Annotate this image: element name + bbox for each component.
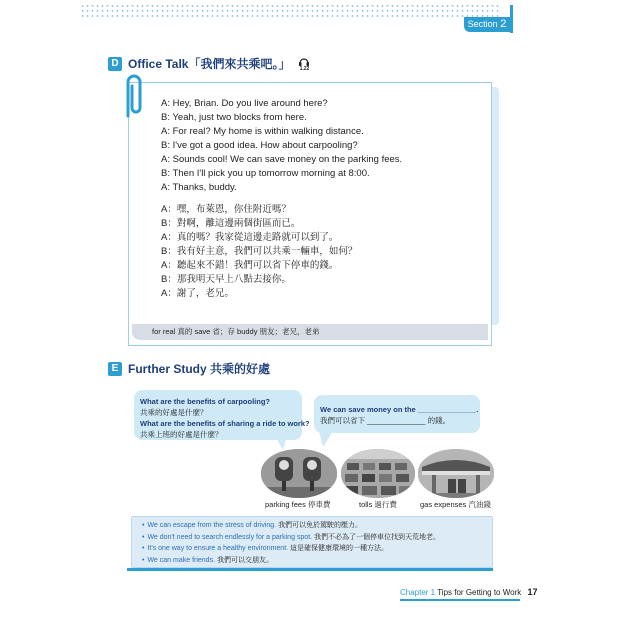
header-corner-bar bbox=[510, 5, 513, 33]
photo-caption: parking fees 停車費 bbox=[265, 500, 331, 509]
page-number: 17 bbox=[527, 587, 538, 597]
dialogue-line: A: Hey, Brian. Do you live around here? bbox=[161, 98, 328, 109]
further-study-heading bbox=[108, 360, 270, 377]
header-dot-rule bbox=[80, 10, 500, 12]
photo-caption: tolls 過行費 bbox=[359, 500, 397, 509]
footer-rule bbox=[400, 599, 520, 601]
section-label: Section bbox=[467, 19, 498, 29]
section-badge-d: D bbox=[108, 57, 122, 71]
footer-chapter-title: Tips for Getting to Work bbox=[437, 588, 522, 597]
benefit-item: • It's one way to ensure a healthy environment. 這是確保健康環境的一種方法。 bbox=[142, 545, 389, 552]
vocab-strip: for real 真的 save 省；存 buddy 朋友；老兄，老弟 bbox=[132, 324, 488, 340]
paperclip-icon bbox=[120, 72, 146, 118]
benefits-box bbox=[131, 516, 493, 568]
section-number: 2 bbox=[500, 18, 507, 30]
dialogue-line-zh: B：對啊，離這邊兩個街區而已。 bbox=[161, 218, 301, 229]
answer-bubble-tail bbox=[319, 431, 333, 447]
dialogue-line-zh: A：真的嗎？我家從這邊走路就可以到了。 bbox=[161, 232, 339, 243]
benefits-box-edge bbox=[127, 568, 493, 571]
audio-track[interactable] bbox=[298, 56, 310, 72]
benefit-item: • We can escape from the stress of driving. 我們可以免於駕駛的壓力。 bbox=[142, 522, 363, 529]
office-talk-title: Office Talk「我們來共乘吧。」 bbox=[128, 57, 291, 71]
dialogue-line-zh: A：聽起來不錯！我們可以省下停車的錢。 bbox=[161, 260, 339, 271]
parking-meter-photo bbox=[261, 449, 337, 498]
answer-zh: 我們可以省下 ______________ 的錢。 bbox=[320, 416, 451, 425]
benefit-item: • We don't need to search endlessly for a parking spot. 我們不必為了一個停車位找到天荒地老。 bbox=[142, 533, 441, 541]
dialogue-line: B: I've got a good idea. How about carpooling? bbox=[161, 140, 358, 151]
dialogue-line-zh: B：我有好主意，我們可以共乘一輛車，如何？ bbox=[161, 246, 358, 257]
further-study-title: Further Study 共乘的好處 bbox=[128, 362, 271, 376]
audio-track-number: 1.22 bbox=[299, 65, 310, 72]
dialogue-line-zh: B：那我明天早上八點去接你。 bbox=[161, 274, 291, 285]
dialogue-line: A: Sounds cool! We can save money on the parking fees. bbox=[161, 154, 403, 165]
header-dot-rule bbox=[80, 15, 500, 17]
dialogue-zh bbox=[161, 203, 357, 301]
dialogue-line-zh: A：謝了，老兄。 bbox=[161, 288, 234, 299]
photo-caption: gas expenses 汽油錢 bbox=[420, 500, 491, 509]
answer-text bbox=[320, 404, 478, 426]
section-badge-e: E bbox=[108, 362, 122, 376]
question-2-en: What are the benefits of sharing a ride to work? bbox=[140, 419, 310, 428]
answer-en: We can save money on the ______________. bbox=[320, 405, 479, 414]
dialogue-line: B: Yeah, just two blocks from here. bbox=[161, 112, 307, 123]
footer-chapter: Chapter 1 bbox=[400, 588, 436, 597]
traffic-toll-photo bbox=[341, 449, 415, 498]
dialogue-line-zh: A：嘿，布萊恩，你住附近嗎？ bbox=[161, 204, 291, 215]
gas-station-photo bbox=[418, 449, 494, 498]
section-tab bbox=[464, 17, 510, 32]
question-2-zh: 共乘上班的好處是什麼？ bbox=[140, 430, 223, 439]
page-footer bbox=[400, 587, 538, 597]
dialogue-en bbox=[161, 97, 402, 195]
question-1-en: What are the benefits of carpooling? bbox=[140, 397, 271, 406]
header-dot-rule bbox=[80, 5, 500, 7]
headphones-icon bbox=[298, 56, 310, 66]
question-1-zh: 共乘的好處是什麼？ bbox=[140, 408, 208, 417]
benefit-item: • We can make friends. 我們可以交朋友。 bbox=[142, 556, 273, 564]
question-text bbox=[140, 396, 310, 440]
dialogue-line: A: For real? My home is within walking distance. bbox=[161, 126, 364, 137]
office-talk-heading bbox=[108, 55, 310, 72]
dialogue-line: A: Thanks, buddy. bbox=[161, 182, 237, 193]
dialogue-line: B: Then I'll pick you up tomorrow morning at 8:00. bbox=[161, 168, 370, 179]
